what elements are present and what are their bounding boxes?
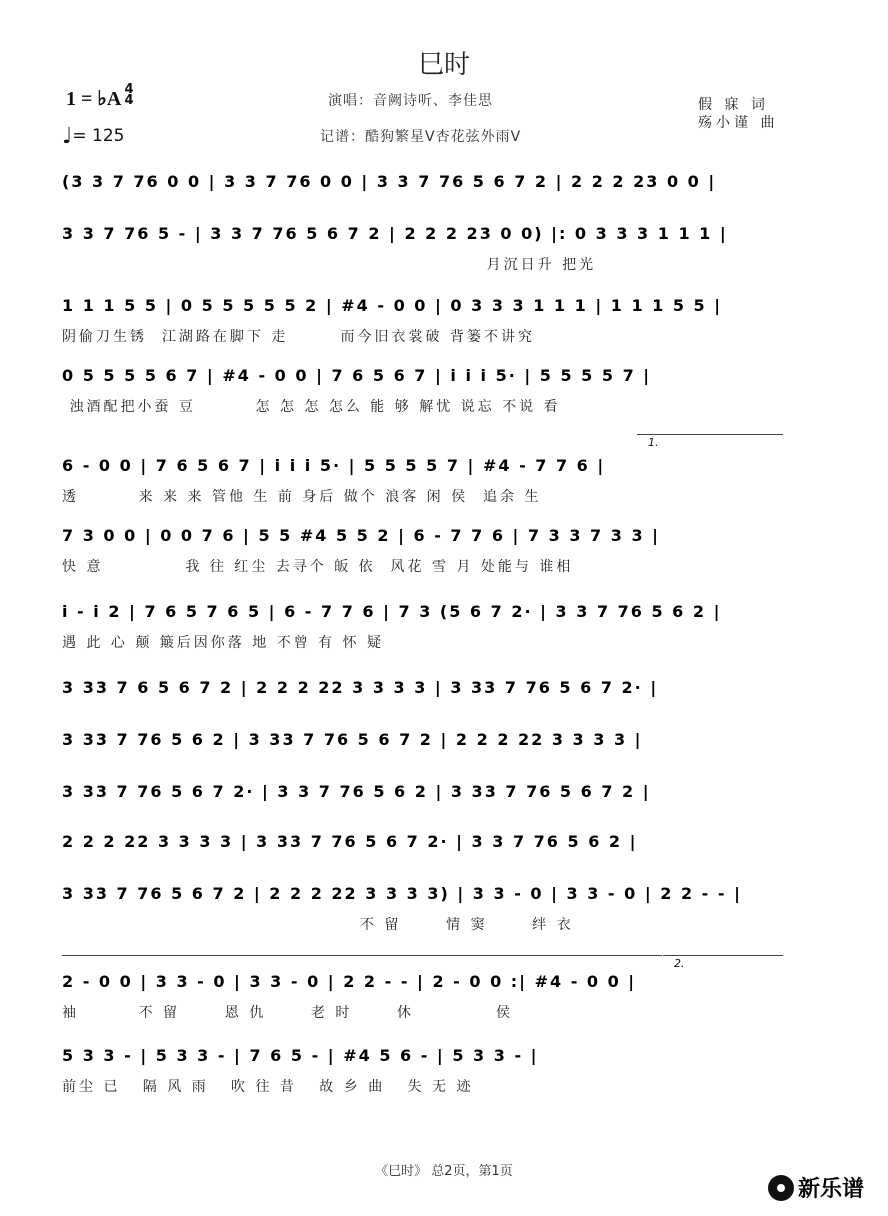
score-row-notes: 3 33 7 6 5 6 7 2 | 2 2 2 22 3 3 3 3 | 3 33 7 76 5 6 7 2· | [62, 678, 659, 697]
score-row-lyrics: 不 留 情 窦 绊 衣 [62, 917, 574, 933]
score-row-lyrics: 袖 不 留 恩 仇 老 时 休 侯 [62, 1005, 514, 1021]
score-row-notes: 2 2 2 22 3 3 3 3 | 3 33 7 76 5 6 7 2· | 3 3 7 76 5 6 2 | [62, 832, 638, 851]
score-row-lyrics: 月沉日升 把光 [62, 257, 597, 273]
transcriber-credit: 记谱：酷狗繁星V杏花弦外雨V [320, 129, 522, 145]
score-row-notes: 1 1 1 5 5 | 0 5 5 5 5 5 2 | #4 - 0 0 | 0 3 3 3 1 1 1 | 1 1 1 5 5 | [62, 296, 723, 315]
score-row-notes: 2 - 0 0 | 3 3 - 0 | 3 3 - 0 | 2 2 - - | 2 - 0 0 :| #4 - 0 0 | [62, 972, 637, 991]
score-row-lyrics: 前尘 已 隔 风 雨 吹 往 昔 故 乡 曲 失 无 迹 [62, 1079, 474, 1095]
page-footer: 《巳时》 总2页，第1页 [375, 1164, 513, 1179]
time-signature [122, 84, 136, 106]
score-row-lyrics: 浊酒配把小蚕 豆 怎 怎 怎 怎么 能 够 解忧 说忘 不说 看 [62, 399, 561, 415]
vinyl-disc-icon [768, 1175, 794, 1201]
volta-1-bracket [637, 434, 783, 435]
quarter-note-icon: ♩ [62, 124, 73, 149]
score-row-notes: 3 33 7 76 5 6 7 2· | 3 3 7 76 5 6 2 | 3 33 7 76 5 6 7 2 | [62, 782, 651, 801]
score-row-lyrics: 快 意 我 往 红尘 去寻个 皈 依 风花 雪 月 处能与 谁相 [62, 559, 574, 575]
score-row-lyrics: 透 来 来 来 管他 生 前 身后 做个 浪客 闲 侯 追余 生 [62, 489, 542, 505]
volta-2-label: 2. [674, 957, 685, 970]
site-logo [768, 1172, 864, 1203]
tempo-value: = 125 [72, 126, 125, 146]
tempo-marking [62, 124, 125, 149]
meter-bottom: 4 [124, 93, 134, 108]
score-row-notes: 5 3 3 - | 5 3 3 - | 7 6 5 - | #4 5 6 - | 5 3 3 - | [62, 1046, 539, 1065]
score-row-notes: i - i 2 | 7 6 5 7 6 5 | 6 - 7 7 6 | 7 3 (5 6 7 2· | 3 3 7 76 5 6 2 | [62, 602, 722, 621]
score-row-notes: (3 3 7 76 0 0 | 3 3 7 76 0 0 | 3 3 7 76 5 6 7 2 | 2 2 2 23 0 0 | [62, 172, 717, 191]
volta-2-bracket [663, 955, 783, 956]
composer-credit: 殇小谨 曲 [698, 115, 779, 131]
lyricist-credit: 假 寐 词 [698, 97, 769, 113]
singer-credit: 演唱：音阙诗听、李佳思 [328, 93, 493, 109]
score-row-lyrics: 阴偷刀生锈 江湖路在脚下 走 而今旧衣裳破 背篓不讲究 [62, 329, 535, 345]
volta-1-label: 1. [648, 436, 659, 449]
score-row-notes: 6 - 0 0 | 7 6 5 6 7 | i i i 5· | 5 5 5 5 7 | #4 - 7 7 6 | [62, 456, 606, 475]
system-divider [62, 955, 662, 956]
score-row-notes: 3 33 7 76 5 6 2 | 3 33 7 76 5 6 7 2 | 2 2 2 22 3 3 3 3 | [62, 730, 643, 749]
score-row-lyrics: 遇 此 心 颠 簸后因你落 地 不曾 有 怀 疑 [62, 635, 385, 651]
key-signature: 1 = ♭A [66, 88, 122, 110]
logo-text: 新乐谱 [798, 1177, 865, 1202]
score-row-notes: 0 5 5 5 5 6 7 | #4 - 0 0 | 7 6 5 6 7 | i i i 5· | 5 5 5 5 7 | [62, 366, 652, 385]
score-row-notes: 3 33 7 76 5 6 7 2 | 2 2 2 22 3 3 3 3) | 3 3 - 0 | 3 3 - 0 | 2 2 - - | [62, 884, 742, 903]
page-title: 巳时 [417, 50, 470, 80]
score-row-notes: 7 3 0 0 | 0 0 7 6 | 5 5 #4 5 5 2 | 6 - 7 7 6 | 7 3 3 7 3 3 | [62, 526, 660, 545]
score-row-notes: 3 3 7 76 5 - | 3 3 7 76 5 6 7 2 | 2 2 2 23 0 0) |: 0 3 3 3 1 1 1 | [62, 224, 728, 243]
meter-top: 4 [124, 82, 134, 97]
